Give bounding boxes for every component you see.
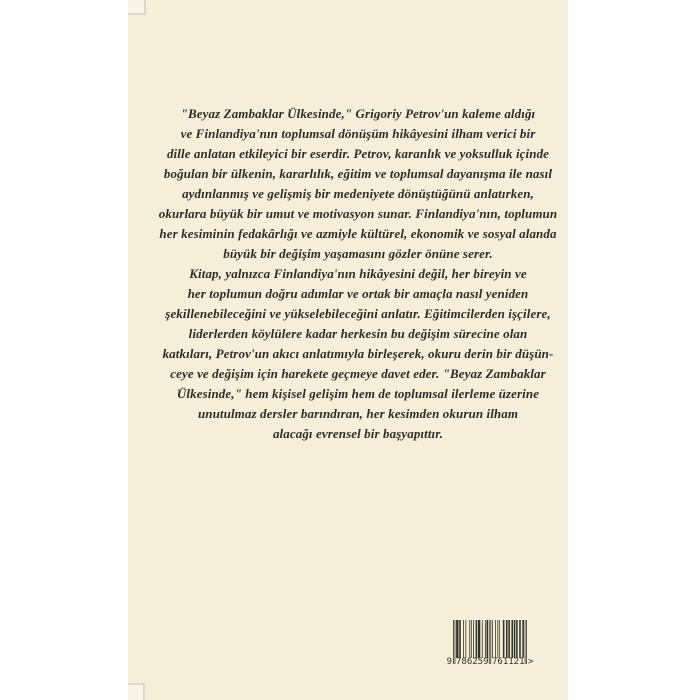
text-line: katkıları, Petrov'un akıcı anlatımıyla birleşerek, okuru derin bir düşün- xyxy=(162,346,554,361)
text-line: liderlerden köylülere kadar herkesin bu değişim sürecine olan xyxy=(188,326,528,341)
bottom-left-corner-notch xyxy=(128,683,145,700)
isbn-group-2: 761121 xyxy=(492,657,525,667)
text-line: alacağı evrensel bir başyapıttır. xyxy=(272,426,444,441)
text-line: her toplumun doğru adımlar ve ortak bir amaçla nasıl yeniden xyxy=(187,286,529,301)
text-line: okurlara büyük bir umut ve motivasyon sunar. Finlandiya'nın, toplumun xyxy=(158,206,558,221)
isbn-barcode xyxy=(446,620,534,668)
text-line: ceye ve değişim için harekete geçmeye davet eder. "Beyaz Zambaklar xyxy=(170,366,546,381)
text-line: dille anlatan etkileyici bir eserdir. Petrov, karanlık ve yoksulluk içinde xyxy=(166,146,550,161)
top-left-corner-notch xyxy=(128,0,146,15)
text-line: aydınlanmış ve gelişmiş bir medeniyete dönüştüğünü anlatırken, xyxy=(182,186,534,201)
text-line: büyük bir değişim yaşamasını gözler önüne serer. xyxy=(223,246,493,261)
isbn-trail-mark: > xyxy=(528,657,534,667)
text-line: şekillenebileceğini ve yükselebileceğini anlatır. Eğitimcilerden işçilere, xyxy=(165,306,551,321)
text-line: Kitap, yalnızca Finlandiya'nın hikâyesini değil, her bireyin ve xyxy=(189,266,527,281)
text-line: boğulan bir ülkenin, kararlılık, eğitim ve toplumsal dayanışma ile nasıl xyxy=(163,166,553,181)
text-line: "Beyaz Zambaklar Ülkesinde," Grigoriy Petrov'un kaleme aldığı xyxy=(180,106,536,121)
text-line: ve Finlandiya'nın toplumsal dönüşüm hikâyesini ilham verici bir xyxy=(180,126,536,141)
isbn-group-1: 786259 xyxy=(456,657,489,667)
back-cover-description xyxy=(148,104,568,444)
book-back-cover xyxy=(128,0,568,700)
text-line: unutulmaz dersler barındıran, her kesimden okurun ilham xyxy=(197,406,519,421)
text-line: her kesiminin fedakârlığı ve azmiyle kültürel, ekonomik ve sosyal alanda xyxy=(159,226,557,241)
text-line: Ülkesinde," hem kişisel gelişim hem de toplumsal ilerleme üzerine xyxy=(176,386,540,401)
isbn-lead-digit: 9 xyxy=(446,657,452,667)
